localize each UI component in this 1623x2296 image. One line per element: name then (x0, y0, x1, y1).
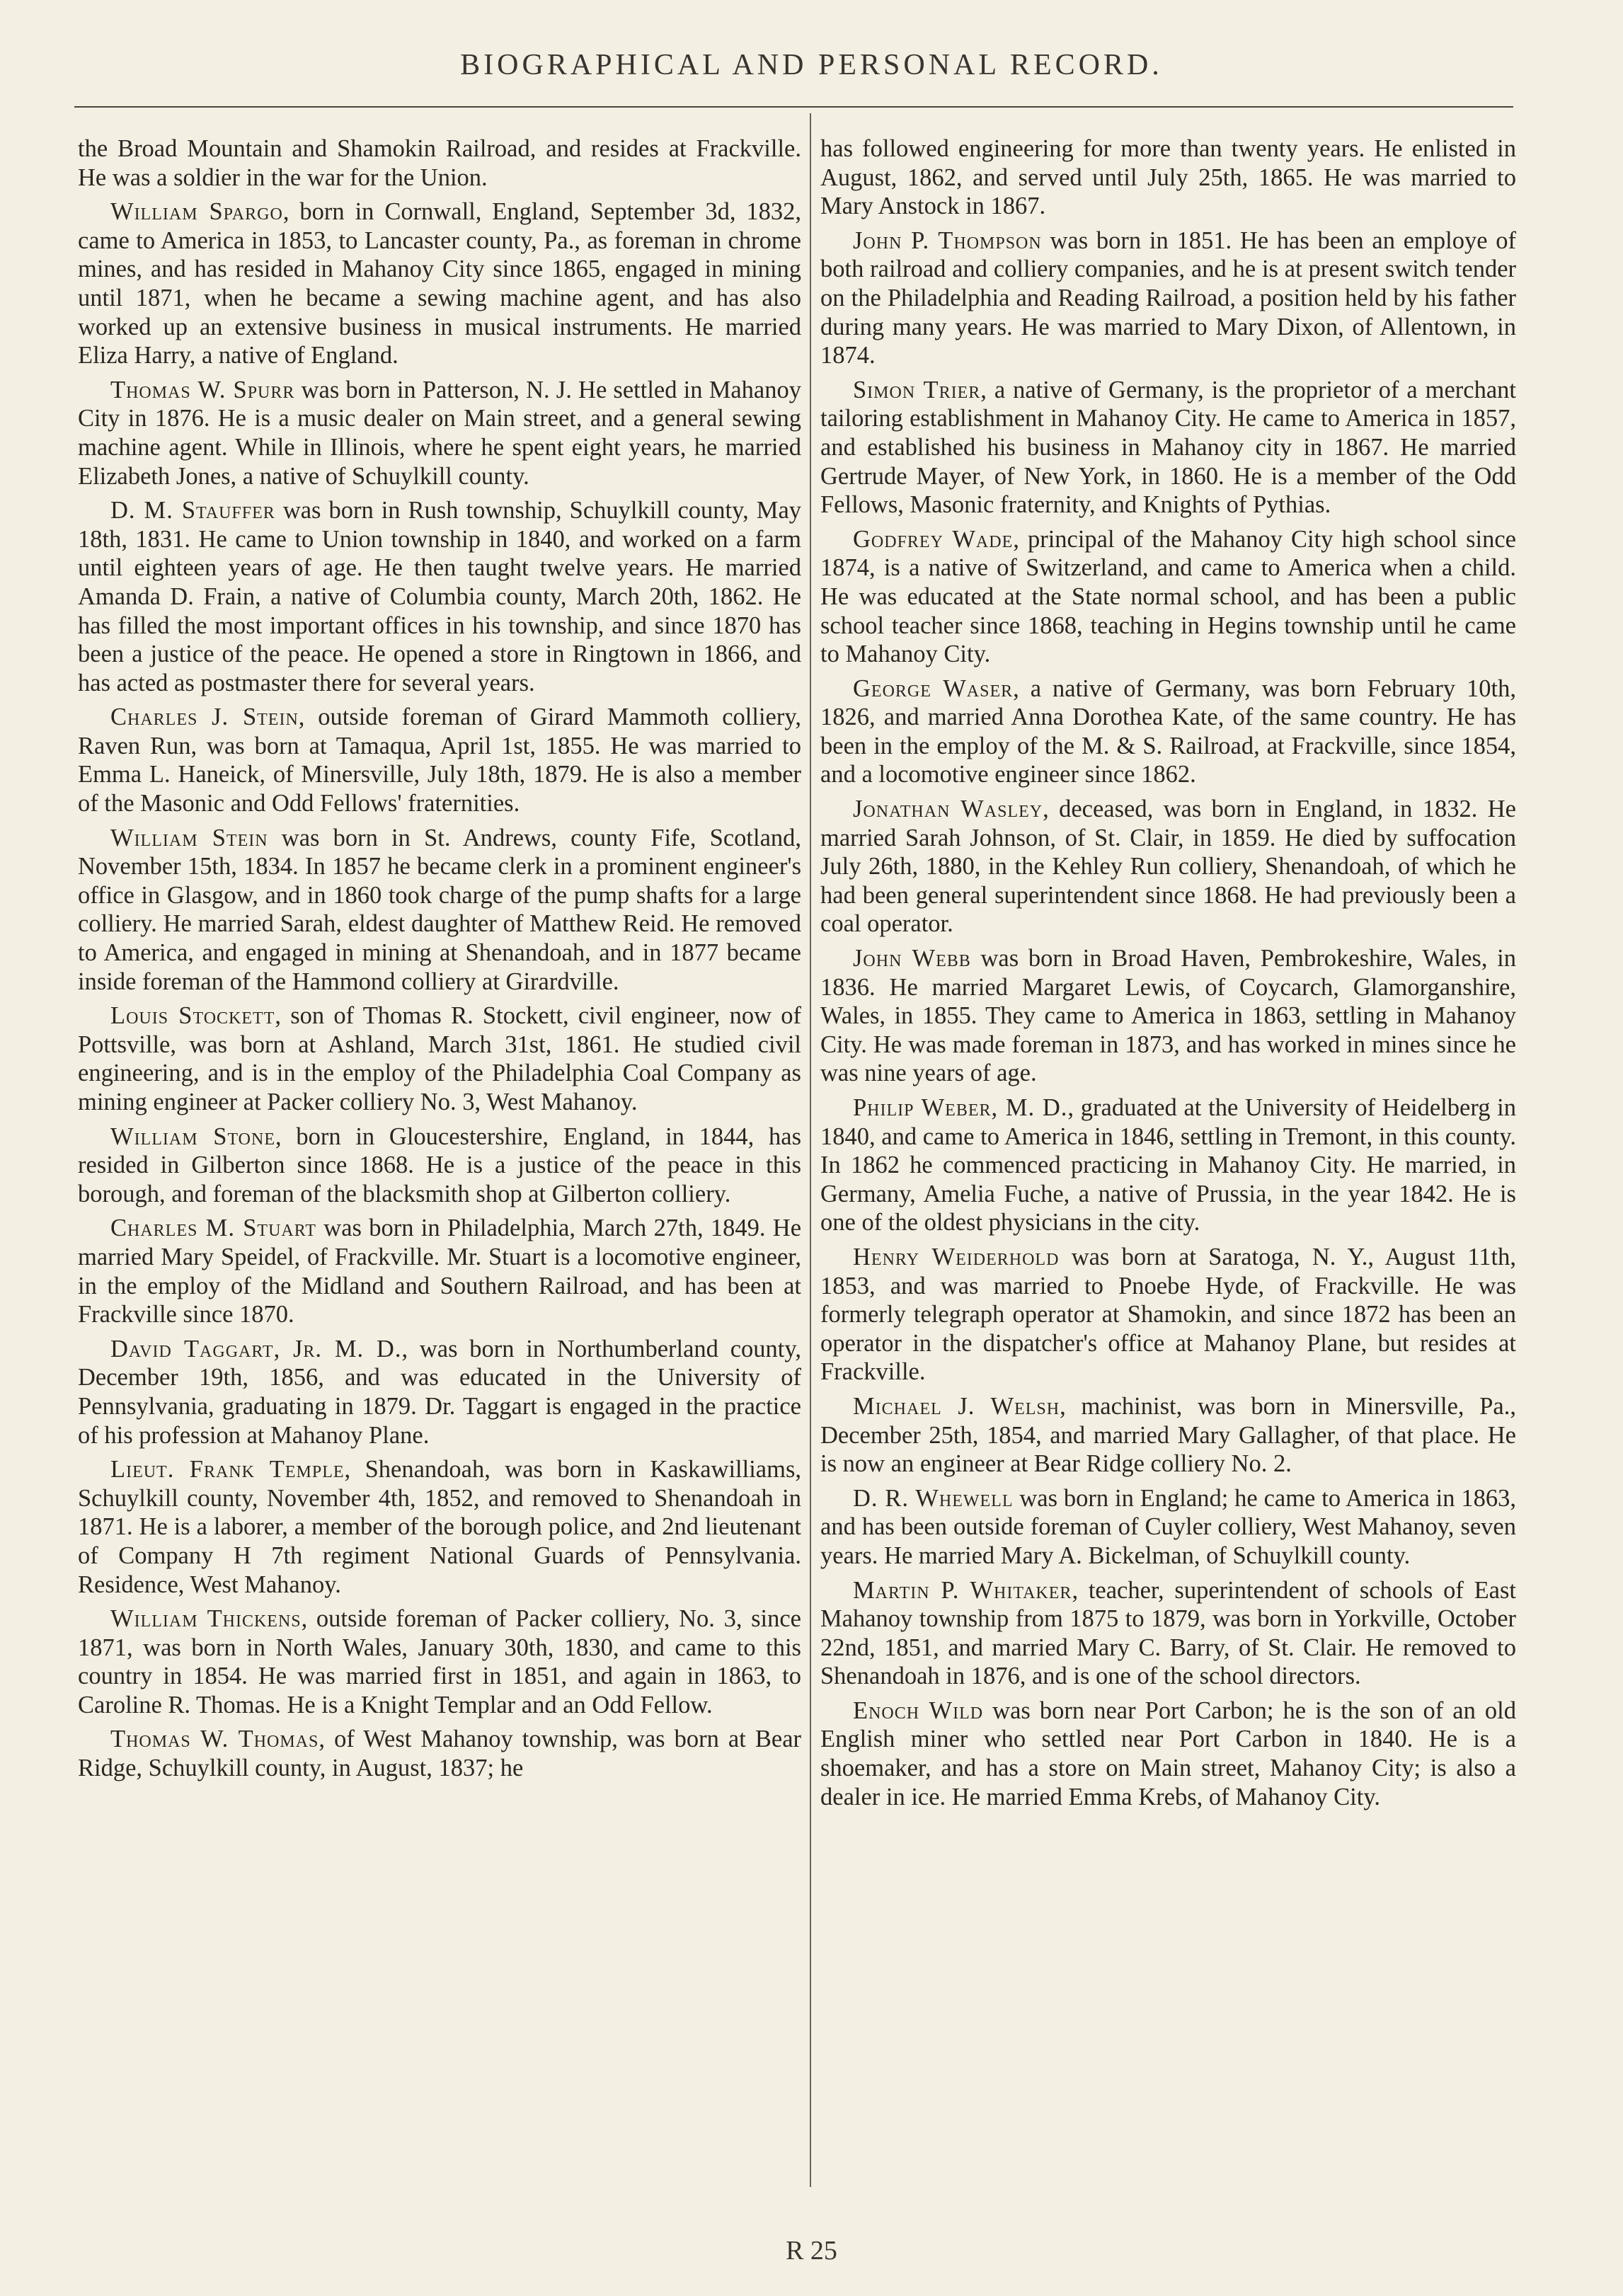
entry-text: was born at Saratoga, N. Y., August 11th, 1853, and was married to Pnoebe Hyde, of Frackville. He was formerly telegraph operator at Shamokin, and since 1872 has been an operator in the dispatcher's office at Mahanoy Plane, but resides at Frackville. (820, 1243, 1517, 1386)
entry-name: Martin P. Whitaker (853, 1576, 1072, 1604)
biography-entry (820, 675, 1516, 789)
biography-entry (820, 1697, 1516, 1811)
page-folio: R 25 (786, 2236, 837, 2266)
biography-entry (820, 795, 1516, 939)
entry-name: William Thickens (110, 1605, 302, 1633)
biography-entry (78, 1335, 801, 1450)
entry-name: William Spargo (110, 198, 283, 226)
left-column (78, 134, 801, 1789)
biography-entry (78, 1455, 801, 1599)
entry-name: Thomas W. Thomas (110, 1726, 319, 1753)
entry-name: John Webb (853, 945, 971, 972)
entry-text: , son of Thomas R. Stockett, civil engineer, now of Pottsville, was born at Ashland, March 31st, 1861. He studied civil engineering, and is in the employ of the Philadelphia Coal Company as mining engineer at Packer colliery No. 3, West Mahanoy. (78, 1002, 801, 1115)
entry-name: Enoch Wild (853, 1697, 984, 1724)
biography-entry (820, 944, 1516, 1088)
biography-entry (820, 1392, 1516, 1479)
entry-text: , Shenandoah, was born in Kaskawilliams, Schuylkill county, November 4th, 1852, and removed to Shenandoah in 1871. He is a laborer, a member of the borough police, and 2nd lieutenant of Company H 7th regiment National Guards of Pennsylvania. Residence, West Mahanoy. (78, 1456, 801, 1598)
biography-entry (78, 1123, 801, 1209)
entry-name: D. M. Stauffer (110, 497, 275, 524)
biography-entry (820, 1094, 1516, 1237)
entry-text: was born in St. Andrews, county Fife, Scotland, November 15th, 1834. In 1857 he became clerk in a prominent engineer's office in Glasgow, and in 1860 took charge of the pump shafts for a large colliery. He married Sarah, eldest daughter of Matthew Reid. He removed to America, and engaged in mining at Shenandoah, and in 1877 became inside foreman of the Hammond colliery at Girardville. (78, 824, 802, 995)
column-divider (810, 113, 811, 2187)
entry-name: Michael J. Welsh (853, 1392, 1060, 1420)
biography-entry (78, 1214, 801, 1328)
entry-name: Henry Weiderhold (853, 1243, 1060, 1270)
entry-text: , machinist, was born in Minersville, Pa., December 25th, 1854, and married Mary Gallagher, of that place. He is now an engineer at Bear Ridge colliery No. 2. (820, 1392, 1516, 1478)
entry-text: , of West Mahanoy township, was born at Bear Ridge, Schuylkill county, in August, 1837; he (78, 1726, 801, 1782)
entry-text: was born in Philadelphia, March 27th, 1849. He married Mary Speidel, of Frackville. Mr. Stuart is a locomotive engineer, in the employ of the Midland and Southern Railroad, and has been at Frackville since 1870. (78, 1215, 802, 1328)
entry-text: , principal of the Mahanoy City high school since 1874, is a native of Switzerland, and came to America when a child. He was educated at the State normal school, and has been a public school teacher since 1868, teaching in Hegins township until he came to Mahanoy City. (820, 525, 1516, 668)
entry-text: , outside foreman of Packer colliery, No. 3, since 1871, was born in North Wales, January 30th, 1830, and came to this country in 1854. He was married first in 1851, and again in 1863, to Caroline R. Thomas. He is a Knight Templar and an Odd Fellow. (78, 1605, 801, 1718)
biography-entry (78, 376, 801, 490)
entry-text: , outside foreman of Girard Mammoth colliery, Raven Run, was born at Tamaqua, April 1st, 1855. He was married to Emma L. Haneick, of Minersville, July 18th, 1879. He is also a member of the Masonic and Odd Fellows' fraternities. (78, 704, 801, 817)
entry-name: Jonathan Wasley (853, 796, 1043, 823)
entry-text: , a native of Germany, was born February 10th, 1826, and married Anna Dorothea Kate, of the same country. He has been in the employ of the M. & S. Railroad, at Frackville, since 1854, and a locomotive engineer since 1862. (820, 675, 1516, 788)
right-column (820, 134, 1516, 1817)
biography-entry (820, 1243, 1516, 1387)
entry-name: Simon Trier (853, 376, 981, 403)
entry-name: D. R. Whewell (853, 1484, 1014, 1512)
entry-text: , was born in Northumberland county, December 19th, 1856, and was educated in the University of Pennsylvania, graduating in 1879. Dr. Taggart is engaged in the practice of his profession at Mahanoy Plane. (78, 1335, 801, 1449)
entry-text: , teacher, superintendent of schools of East Mahanoy township from 1875 to 1879, was born in Yorkville, October 22nd, 1851, and married Mary C. Barry, of St. Clair. He removed to Shenandoah in 1876, and is one of the school directors. (820, 1576, 1516, 1690)
entry-text: has followed engineering for more than twenty years. He enlisted in August, 1862, and served until July 25th, 1865. He was married to Mary Anstock in 1867. (820, 135, 1516, 220)
biography-entry (78, 1605, 801, 1719)
entry-text: , born in Gloucestershire, England, in 1844, has resided in Gilberton since 1868. He is a justice of the peace in this borough, and foreman of the blacksmith shop at Gilberton colliery. (78, 1123, 801, 1207)
entry-text: , born in Cornwall, England, September 3d, 1832, came to America in 1853, to Lancaster county, Pa., as foreman in chrome mines, and has resided in Mahanoy City since 1865, engaged in mining until 1871, when he became a sewing machine agent, and has also worked up an extensive business in musical instruments. He married Eliza Harry, a native of England. (78, 198, 802, 369)
entry-name: William Stone (110, 1123, 276, 1150)
entry-name: George Waser (853, 675, 1014, 702)
running-head: BIOGRAPHICAL AND PERSONAL RECORD. (460, 49, 1163, 81)
entry-text: the Broad Mountain and Shamokin Railroad, and resides at Frackville. He was a soldier in the war for the Union. (78, 135, 801, 191)
biography-entry (820, 1484, 1516, 1571)
entry-text: , deceased, was born in England, in 1832. He married Sarah Johnson, of St. Clair, in 1859. He died by suffocation July 26th, 1880, in the Kehley Run colliery, Shenandoah, of which he had been general superintendent since 1868. He had previously been a coal operator. (820, 796, 1516, 938)
entry-name: Louis Stockett (110, 1002, 275, 1030)
entry-name: Charles M. Stuart (110, 1215, 316, 1242)
entry-name: Thomas W. Spurr (110, 376, 295, 403)
entry-name: Philip Weber, M. D. (853, 1094, 1068, 1121)
biography-entry (78, 1725, 801, 1782)
entry-text: , graduated at the University of Heidelberg in 1840, and came to America in 1846, settling in Tremont, in this county. In 1862 he commenced practicing in Mahanoy City. He married, in Germany, Amelia Fuche, a native of Prussia, in the year 1842. He is one of the oldest physicians in the city. (820, 1094, 1516, 1236)
biography-entry (820, 376, 1516, 520)
continued-text (78, 134, 801, 192)
biography-entry (78, 824, 801, 997)
entry-name: Godfrey Wade (853, 525, 1014, 553)
entry-text: was born in Rush township, Schuylkill county, May 18th, 1831. He came to Union township in 1840, and worked on a farm until eighteen years of age. He then taught twelve years. He married Amanda D. Frain, a native of Columbia county, March 20th, 1862. He has filled the most important offices in his township, and since 1870 has been a justice of the peace. He opened a store in Ringtown in 1866, and has acted as postmaster there for several years. (78, 497, 802, 696)
entry-name: David Taggart, Jr. M. D. (110, 1335, 402, 1362)
biography-entry (78, 496, 801, 697)
entry-name: Lieut. Frank Temple (110, 1456, 345, 1483)
entry-text: was born in Broad Haven, Pembrokeshire, Wales, in 1836. He married Margaret Lewis, of Coycarch, Glamorganshire, Wales, in 1855. They came to America in 1863, settling in Mahanoy City. He was made foreman in 1873, and has worked in mines since he was nine years of age. (820, 945, 1516, 1087)
biography-entry (78, 703, 801, 817)
biography-entry (820, 525, 1516, 669)
entry-text: was born in England; he came to America in 1863, and has been outside foreman of Cuyler colliery, West Mahanoy, seven years. He married Mary A. Bickelman, of Schuylkill county. (820, 1484, 1516, 1569)
entry-name: Charles J. Stein (110, 704, 299, 731)
entry-text: , a native of Germany, is the proprietor of a merchant tailoring establishment in Mahanoy City. He came to America in 1857, and established his business in Mahanoy city in 1867. He married Gertrude Mayer, of New York, in 1860. He is a member of the Odd Fellows, Masonic fraternity, and Knights of Pythias. (820, 376, 1516, 519)
entry-text: was born in Patterson, N. J. He settled in Mahanoy City in 1876. He is a music dealer on Main street, and a general sewing machine agent. While in Illinois, where he spent eight years, he married Elizabeth Jones, a native of Schuylkill county. (78, 376, 801, 490)
biography-entry (820, 226, 1516, 370)
continued-text (820, 134, 1516, 221)
entry-name: William Stein (110, 824, 268, 851)
entry-text: was born near Port Carbon; he is the son of an old English miner who settled near Port Carbon in 1840. He is a shoemaker, and has a store on Main street, Mahanoy City; is also a dealer in ice. He married Emma Krebs, of Mahanoy City. (820, 1697, 1516, 1810)
biography-entry (78, 197, 801, 370)
entry-text: was born in 1851. He has been an employe of both railroad and colliery companies, and he is at present switch tender on the Philadelphia and Reading Railroad, a position held by his father during many years. He was married to Mary Dixon, of Allentown, in 1874. (820, 226, 1517, 369)
biography-entry (820, 1576, 1516, 1691)
biography-entry (78, 1001, 801, 1116)
header-rule (74, 106, 1513, 108)
entry-name: John P. Thompson (853, 226, 1042, 254)
